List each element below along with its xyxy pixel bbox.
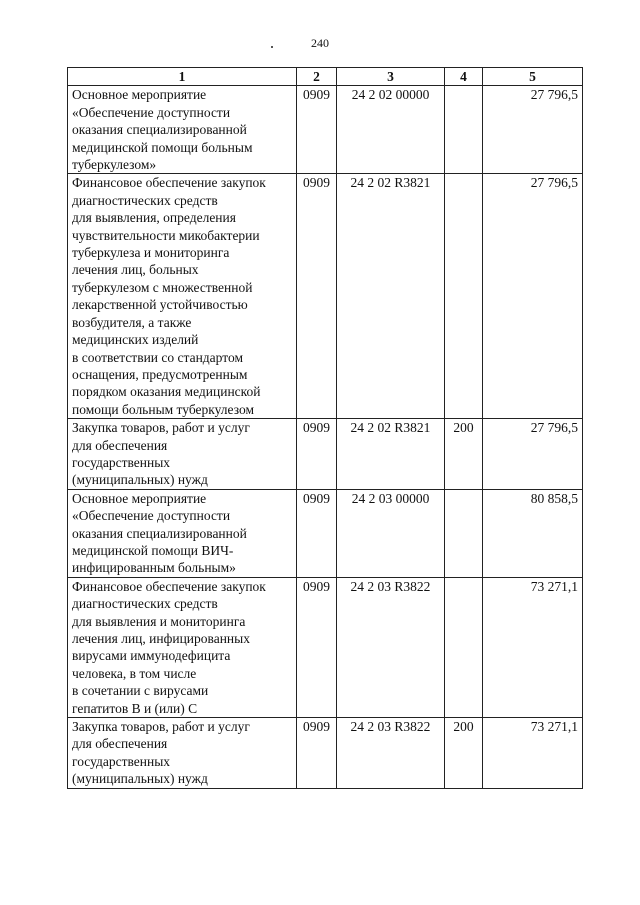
table-row bbox=[68, 174, 583, 419]
row-target-code: 24 2 03 00000 bbox=[337, 489, 445, 577]
row-target-code: 24 2 02 R3821 bbox=[337, 174, 445, 419]
row-amount: 73 271,1 bbox=[483, 718, 583, 789]
row-name: Финансовое обеспечение закупок диагностических средств для выявления, определения чувствительности микобактерии туберкулеза и мониторинга лечения лиц, больных туберкулезом с множественной лекарственной устойчивостью возбудителя, а также медицинских изделий в соответствии со стандартом оснащения, предусмотренным порядком оказания медицинской помощи больным туберкулезом bbox=[68, 174, 297, 419]
row-expense-type: 200 bbox=[445, 718, 483, 789]
header-col-3: 3 bbox=[337, 68, 445, 86]
row-expense-type bbox=[445, 489, 483, 577]
row-expense-type bbox=[445, 577, 483, 717]
row-amount: 27 796,5 bbox=[483, 174, 583, 419]
header-col-4: 4 bbox=[445, 68, 483, 86]
table-row bbox=[68, 86, 583, 174]
row-target-code: 24 2 03 R3822 bbox=[337, 577, 445, 717]
row-expense-type: 200 bbox=[445, 419, 483, 490]
budget-table bbox=[67, 67, 583, 789]
row-amount: 80 858,5 bbox=[483, 489, 583, 577]
row-amount: 27 796,5 bbox=[483, 86, 583, 174]
row-name: Финансовое обеспечение закупок диагностических средств для выявления и мониторинга лечения лиц, инфицированных вирусами иммунодефицита человека, в том числе в сочетании с вирусами гепатитов В и (или) С bbox=[68, 577, 297, 717]
row-amount: 27 796,5 bbox=[483, 419, 583, 490]
table-row bbox=[68, 489, 583, 577]
header-col-2: 2 bbox=[297, 68, 337, 86]
row-section: 0909 bbox=[297, 718, 337, 789]
row-target-code: 24 2 02 00000 bbox=[337, 86, 445, 174]
table-row bbox=[68, 419, 583, 490]
row-target-code: 24 2 03 R3822 bbox=[337, 718, 445, 789]
row-section: 0909 bbox=[297, 174, 337, 419]
row-name: Основное мероприятие «Обеспечение доступности оказания специализированной медицинской помощи ВИЧ- инфицированным больным» bbox=[68, 489, 297, 577]
row-expense-type bbox=[445, 174, 483, 419]
row-name: Основное мероприятие «Обеспечение доступности оказания специализированной медицинской помощи больным туберкулезом» bbox=[68, 86, 297, 174]
row-section: 0909 bbox=[297, 489, 337, 577]
scan-speck bbox=[271, 46, 273, 48]
row-amount: 73 271,1 bbox=[483, 577, 583, 717]
row-target-code: 24 2 02 R3821 bbox=[337, 419, 445, 490]
table-row bbox=[68, 718, 583, 789]
header-row bbox=[68, 68, 583, 86]
table-row bbox=[68, 577, 583, 717]
row-name: Закупка товаров, работ и услуг для обеспечения государственных (муниципальных) нужд bbox=[68, 419, 297, 490]
row-section: 0909 bbox=[297, 86, 337, 174]
row-expense-type bbox=[445, 86, 483, 174]
page-number: 240 bbox=[311, 36, 329, 50]
row-section: 0909 bbox=[297, 577, 337, 717]
row-section: 0909 bbox=[297, 419, 337, 490]
header-col-5: 5 bbox=[483, 68, 583, 86]
row-name: Закупка товаров, работ и услуг для обеспечения государственных (муниципальных) нужд bbox=[68, 718, 297, 789]
header-col-1: 1 bbox=[68, 68, 297, 86]
